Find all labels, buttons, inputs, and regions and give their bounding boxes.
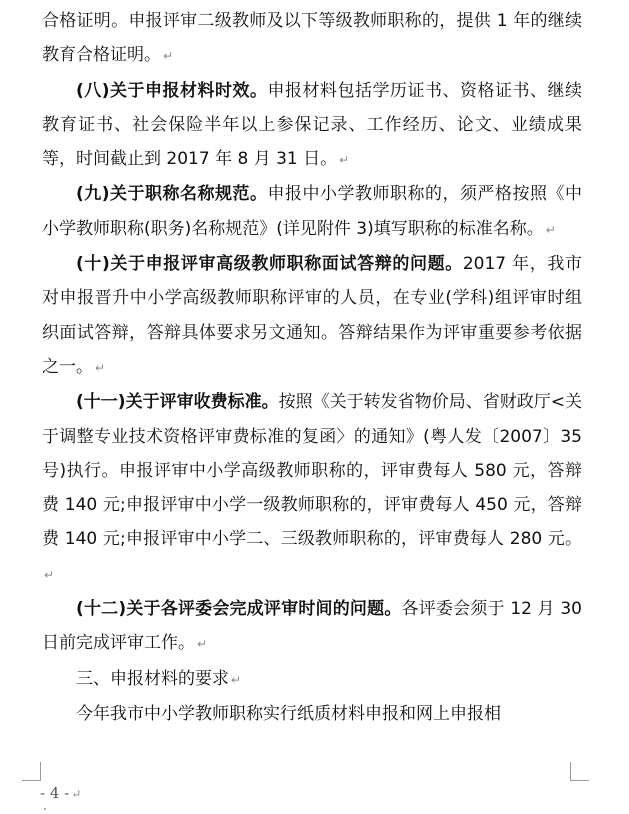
paragraph-heading: (十二)关于各评委会完成评审时间的问题。 [76,599,402,620]
paragraph-material-validity [42,74,582,178]
section-heading-material-requirements [42,662,582,697]
paragraph-fee-standard [42,385,582,592]
paragraph-continuation [42,4,582,74]
paragraph-mark-icon: ↵ [71,787,82,801]
paragraph-text: 申报中小学教师职称的，须严格按照《中小学教师职称(职务)名称规范》(详见附件 3)填写职称的标准名称。 [42,184,583,239]
page-footer [40,784,81,802]
paragraph-mark-icon: ↵ [545,222,556,237]
margin-corner-right [570,762,589,781]
paragraph-text: 2017 年，我市对申报晋升中小学高级教师职称评审的人员，在专业(学科)组评审时组织面试答辩，答辩具体要求另文通知。答辩结果作为评审重要参考依据之一。 [42,254,582,377]
paragraph-title-norms [42,177,582,247]
paragraph-submission-method [42,697,582,732]
paragraph-heading: (十一)关于评审收费标准。 [76,392,279,413]
paragraph-interview-defense [42,247,582,385]
paragraph-heading: (九)关于职称名称规范。 [76,184,268,205]
paragraph-mark-icon: ↵ [163,49,174,64]
paragraph-text: 合格证明。申报评审二级教师及以下等级教师职称的，提供 1 年的继续教育合格证明。 [42,11,582,66]
margin-corner-left [22,762,41,781]
paragraph-mark-icon: ↵ [44,567,55,582]
paragraph-mark-icon: ↵ [197,637,208,652]
paragraph-heading: (八)关于申报材料时效。 [76,80,268,101]
paragraph-text: 按照《关于转发省物价局、省财政厅<关于调整专业技术资格评审费标准的复函〉的通知》(粤人发〔2007〕35 号)执行。申报评审中小学高级教师职称的，评审费每人 580 元，答辩费 140 元;申报评审中小学一级教师职称的，评审费每人 450 元，答辩费 140 元;申报评审中小学二、三级教师职称的，评审费每人 280 元。 [42,392,582,550]
paragraph-mark-icon: ↵ [339,153,350,168]
page-number: - 4 - [40,784,70,802]
paragraph-mark-icon: ↵ [231,672,242,687]
document-body [42,4,582,732]
paragraph-text: 申报材料包括学历证书、资格证书、继续教育证书、社会保险半年以上参保记录、工作经历、论文、业绩成果等，时间截止到 2017 年 8 月 31 日。 [42,80,583,170]
paragraph-text: 各评委会须于 12 月 30 日前完成评审工作。 [42,599,582,654]
paragraph-mark-icon: ↵ [95,360,106,375]
footer-dot [44,808,46,810]
paragraph-review-deadline [42,592,582,662]
paragraph-heading: (十)关于申报评审高级教师职称面试答辩的问题。 [76,254,463,275]
section-heading-text: 三、申报材料的要求 [76,668,229,689]
paragraph-text: 今年我市中小学教师职称实行纸质材料申报和网上申报相 [76,703,501,724]
